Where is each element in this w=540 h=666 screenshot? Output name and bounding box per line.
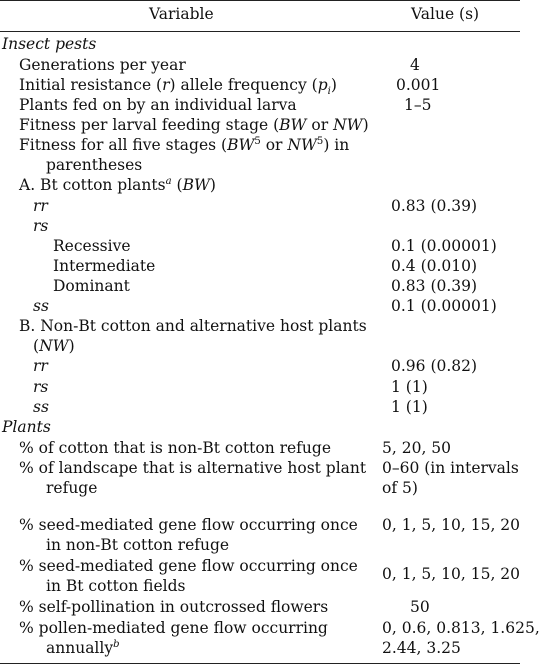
row-a-rr-label: rr [33,197,48,215]
row-a-rr-value: 0.83 (0.39) [391,197,478,215]
row-b-rr-label: rr [33,357,48,375]
row-intermediate-value: 0.4 (0.010) [391,257,478,275]
row-intermediate-label: Intermediate [53,257,156,275]
row-landscape-label-cont: refuge [46,479,98,497]
row-seed-bt-label-cont: in Bt cotton fields [46,577,186,595]
row-fitness-all-label-cont: parentheses [46,156,143,174]
row-recessive-value: 0.1 (0.00001) [391,237,497,255]
row-pollen-value: 0, 0.6, 0.813, 1.625, [382,619,540,637]
header-variable: Variable [149,5,214,23]
row-b-rs-label: rs [33,378,49,396]
row-b-rs-value: 1 (1) [391,378,428,396]
row-seed-refuge-label: % seed-mediated gene flow occurring once [19,516,358,534]
header-rule [0,31,520,32]
section-b-non-bt: B. Non-Bt cotton and alternative host plants [19,317,367,335]
row-landscape-value-cont: of 5) [382,479,418,497]
row-landscape-label: % of landscape that is alternative host plant [19,459,367,477]
section-a-bt-cotton: A. Bt cotton plants$^a$ (BW) [19,175,216,194]
row-seed-bt-label: % seed-mediated gene flow occurring once [19,557,358,575]
row-a-ss-label: ss [33,297,49,315]
row-plants-fed-label: Plants fed on by an individual larva [19,96,297,114]
row-b-ss-label: ss [33,398,49,416]
row-generations-label: Generations per year [19,56,186,74]
section-insect-pests: Insect pests [2,35,97,53]
row-pollen-label: % pollen-mediated gene flow occurring [19,619,328,637]
row-seed-refuge-value: 0, 1, 5, 10, 15, 20 [382,516,521,534]
row-b-ss-value: 1 (1) [391,398,428,416]
row-refuge-pct-label: % of cotton that is non-Bt cotton refuge [19,439,331,457]
row-seed-refuge-label-cont: in non-Bt cotton refuge [46,536,230,554]
section-b-non-bt-cont: (NW) [33,337,75,355]
row-initial-resistance-label: Initial resistance (r) allele frequency $(p_i)$ [19,76,337,98]
row-a-ss-value: 0.1 (0.00001) [391,297,497,315]
row-generations-value: 4 [410,56,420,74]
row-landscape-value: 0–60 (in intervals [382,459,519,477]
row-b-rr-value: 0.96 (0.82) [391,357,478,375]
row-self-poll-label: % self-pollination in outcrossed flowers [19,598,329,616]
row-a-rs-label: rs [33,217,49,235]
row-dominant-label: Dominant [53,277,130,295]
top-rule [0,0,520,1]
header-values: Value (s) [411,5,480,23]
row-fitness-stage-label: Fitness per larval feeding stage (BW or NW) [19,116,369,134]
row-recessive-label: Recessive [53,237,131,255]
row-plants-fed-value: 1–5 [404,96,432,114]
row-initial-resistance-value: 0.001 [396,76,441,94]
row-pollen-value-cont: 2.44, 3.25 [382,639,461,657]
bottom-rule [0,663,520,664]
row-pollen-label-cont: annually$^b$ [46,638,120,657]
row-self-poll-value: 50 [410,598,430,616]
section-plants: Plants [2,418,51,436]
row-fitness-all-label: Fitness for all five stages ($BW^5$ or $NW^5$) in [19,135,350,154]
row-dominant-value: 0.83 (0.39) [391,277,478,295]
row-seed-bt-value: 0, 1, 5, 10, 15, 20 [382,565,521,583]
row-refuge-pct-value: 5, 20, 50 [382,439,452,457]
